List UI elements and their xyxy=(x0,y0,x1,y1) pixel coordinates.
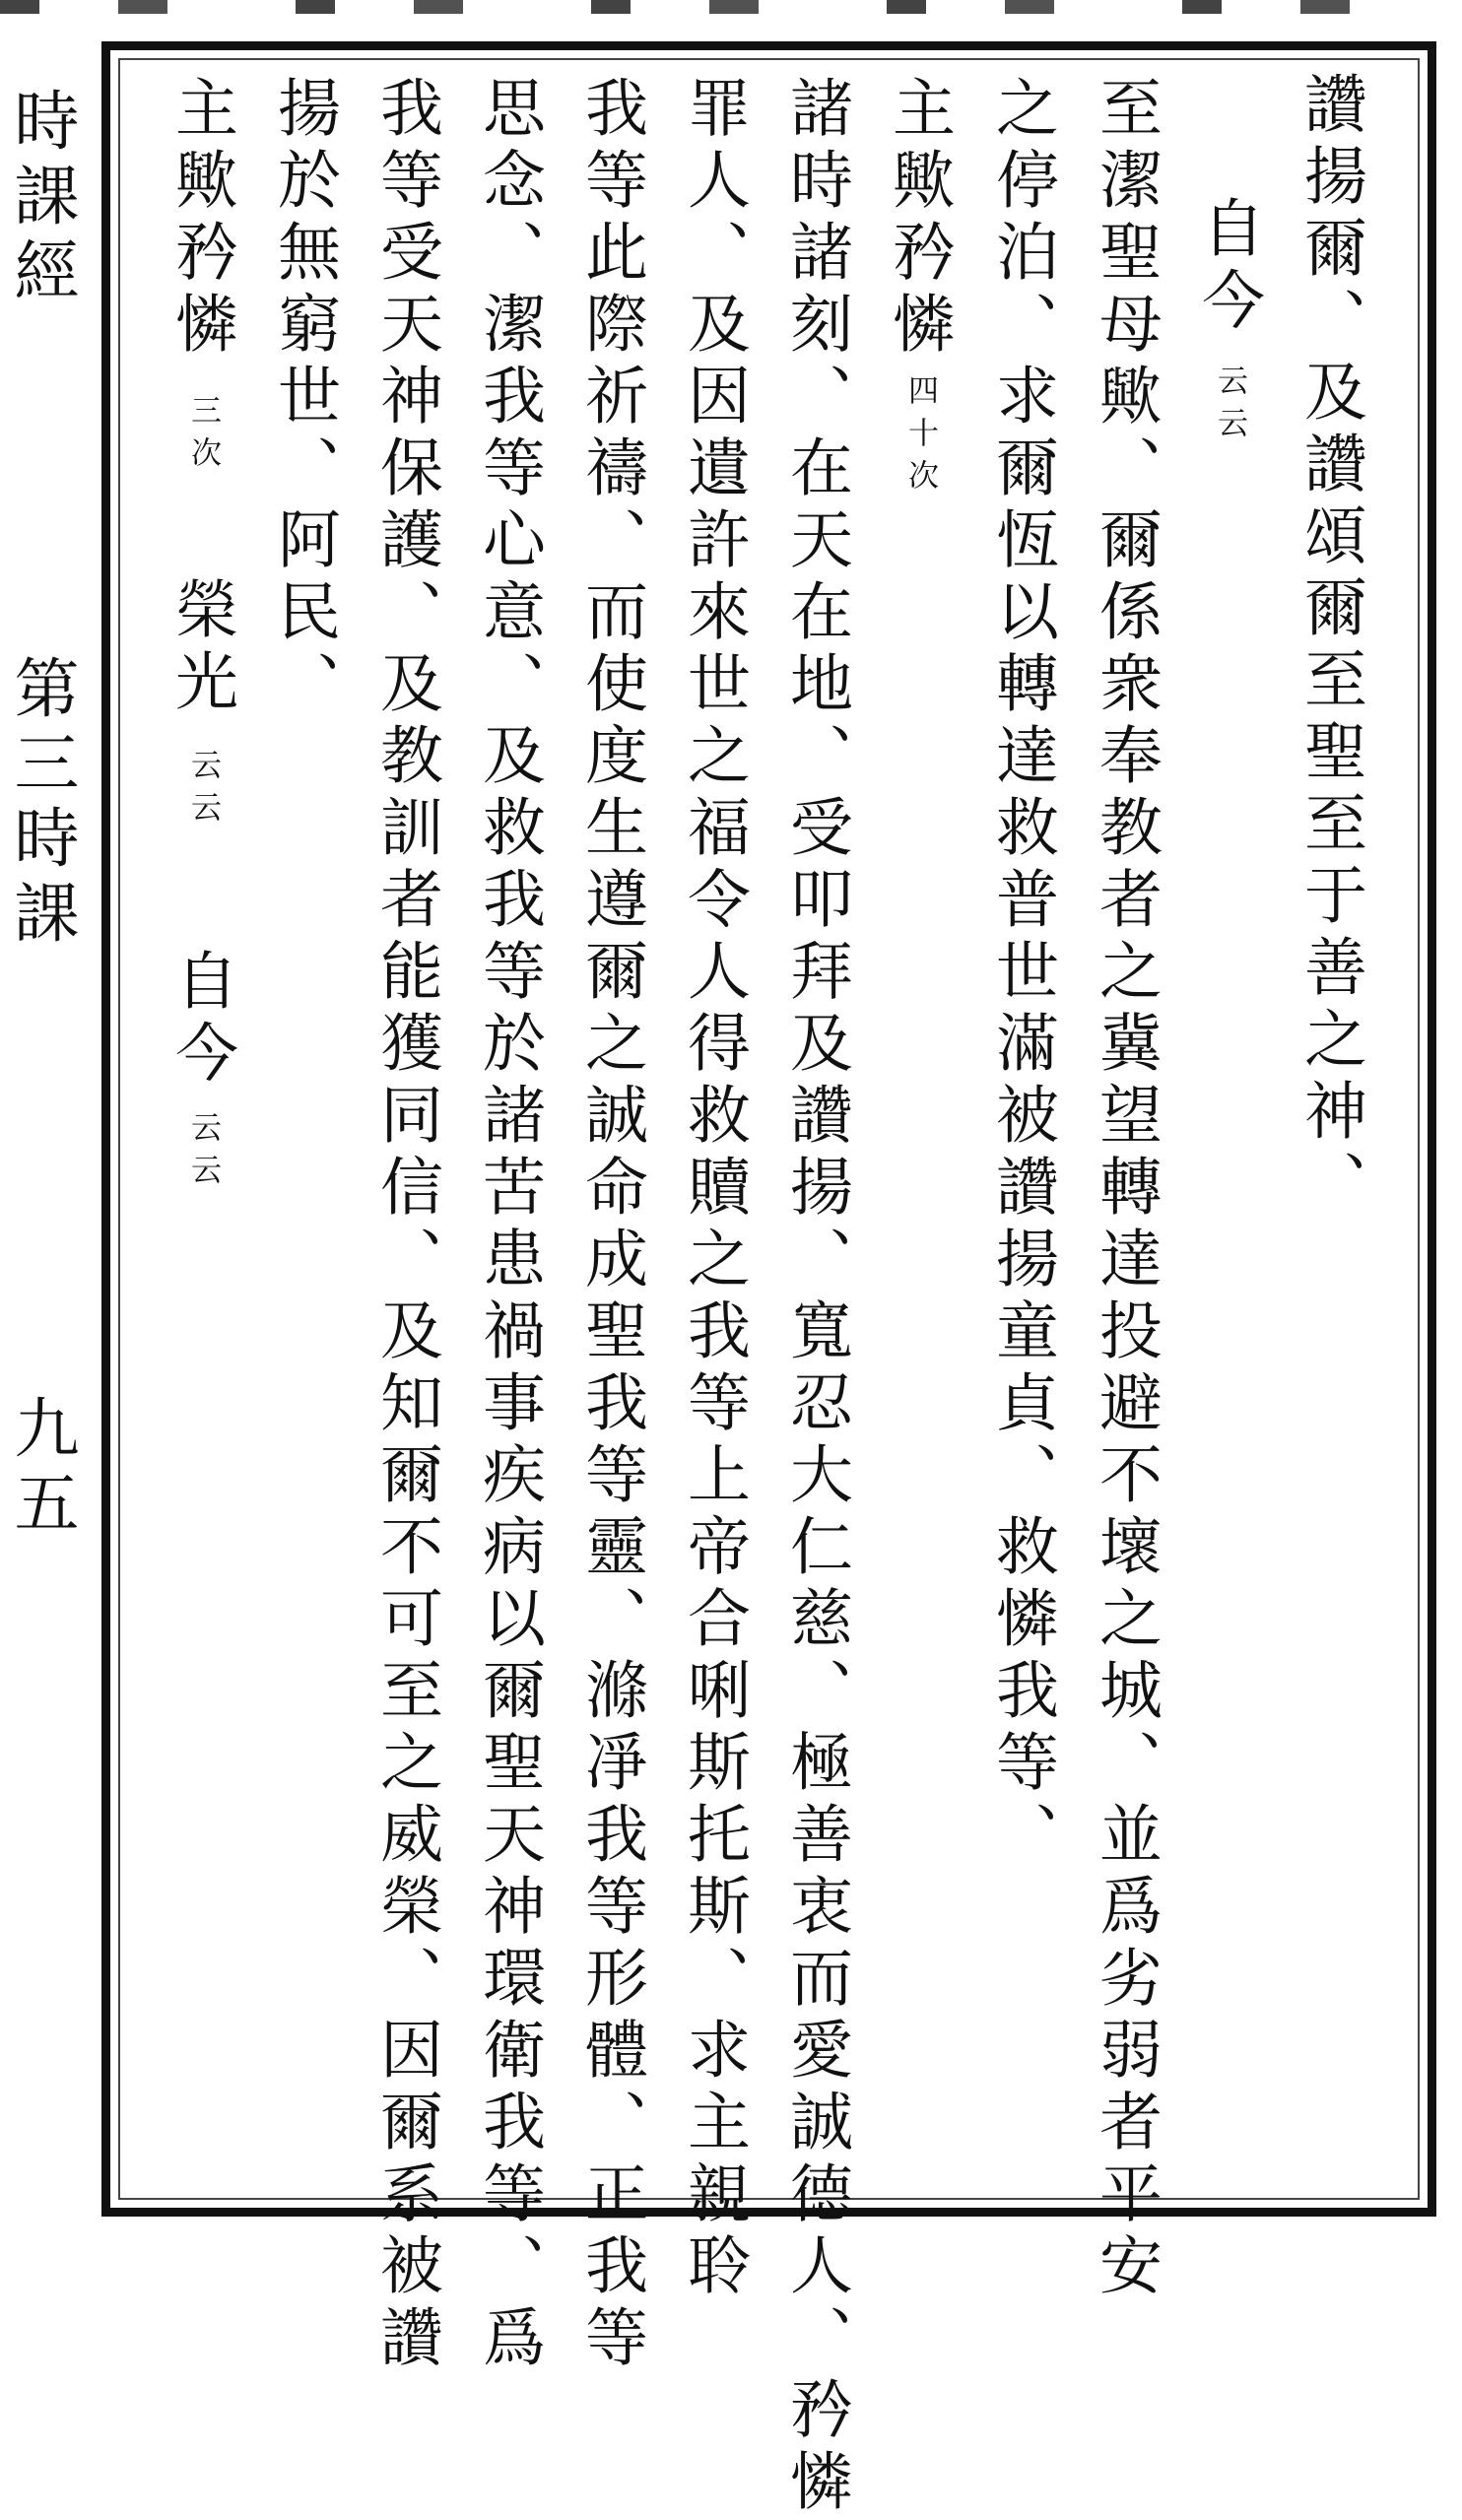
margin-section-title: 第三時課 xyxy=(3,654,79,954)
text-column-5-annotation: 四十次 xyxy=(902,374,938,501)
text-column-11: 揚於無窮世、阿民、 xyxy=(267,75,340,722)
text-column-2-annotation: 云云 xyxy=(1212,365,1247,449)
text-column-7: 罪人、及因遺許來世之福令人得救贖之我等上帝合唎斯托斯、求主親聆 xyxy=(677,75,750,2304)
margin-book-title: 時課經 xyxy=(3,87,79,311)
text-column-12-annotation-2: 云云 xyxy=(185,1111,221,1196)
text-column-10: 我等受天神保護、及教訓者能獲同信、及知爾不可至之威榮、因爾系被讚 xyxy=(369,75,442,2376)
text-column-6: 諸時諸刻、在天在地、受叩拜及讚揚、寬忍大仁慈、極善衷而愛誠德人、矜憐 xyxy=(779,75,852,2520)
text-column-9: 思念、潔我等心意、及救我等於諸苦患禍事疾病以爾聖天神環衛我等、爲 xyxy=(472,75,545,2376)
text-column-12: 主歟矜憐 xyxy=(165,75,237,363)
text-column-12-continuation: 榮光 xyxy=(165,576,237,720)
text-column-4: 之停泊、求爾恆以轉達救普世滿被讚揚童貞、救憐我等、 xyxy=(985,75,1058,1873)
text-column-12-annotation-1: 云云 xyxy=(185,749,221,833)
text-column-2: 自今 xyxy=(1191,195,1264,339)
text-column-12-final: 自今 xyxy=(165,948,237,1092)
margin-page-number: 九五 xyxy=(3,1394,79,1544)
page-top-edge xyxy=(0,0,1462,14)
text-column-1: 讚揚爾、及讚頌爾至聖至于善之神、 xyxy=(1294,71,1366,1222)
text-column-3: 至潔聖母歟、爾係衆奉教者之冀望轉達投避不壞之城、並爲劣弱者平安 xyxy=(1089,75,1162,2304)
text-column-12-annotation-count: 三次 xyxy=(185,394,221,479)
text-column-8: 我等此際祈禱、而使度生遵爾之誠命成聖我等靈、滌凈我等形體、正我等 xyxy=(574,75,647,2376)
text-column-5: 主歟矜憐 xyxy=(882,75,955,363)
